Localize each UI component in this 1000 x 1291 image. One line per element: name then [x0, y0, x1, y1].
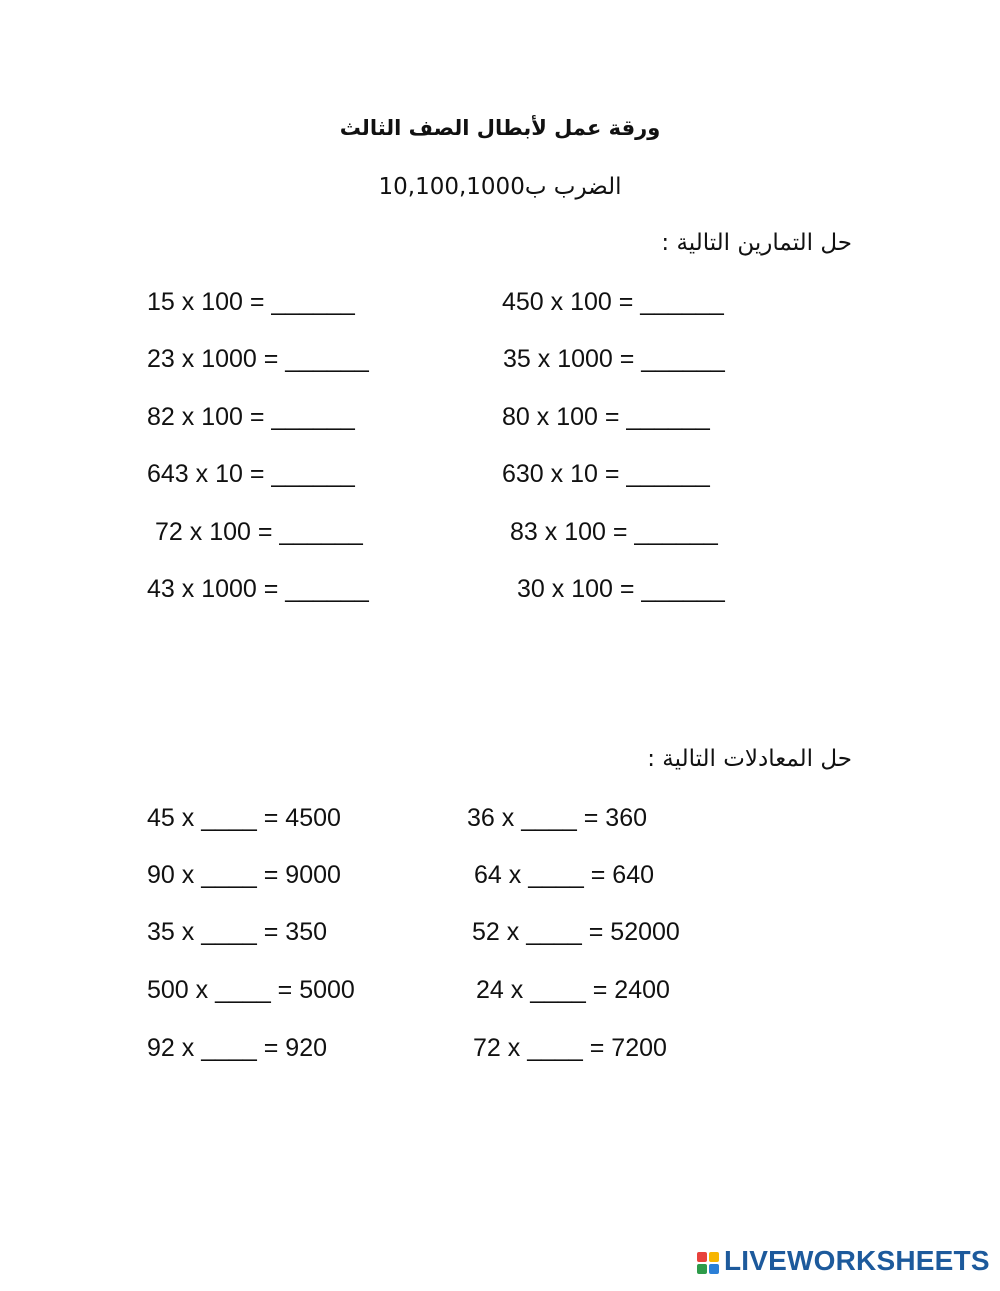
exercise-6-right[interactable]: 30 x 100 = ______	[517, 575, 725, 603]
section2-heading: حل المعادلات التالية :	[647, 746, 852, 772]
logo-square-red	[697, 1252, 707, 1262]
exercise-3-left[interactable]: 82 x 100 = ______	[147, 403, 355, 431]
section1-heading: حل التمارين التالية :	[661, 230, 852, 256]
worksheet-title: ورقة عمل لأبطال الصف الثالث	[339, 116, 661, 140]
equation-4-left[interactable]: 500 x ____ = 5000	[147, 976, 355, 1004]
equation-1-right[interactable]: 36 x ____ = 360	[467, 804, 648, 832]
worksheet-subtitle	[0, 174, 1000, 200]
logo-square-green	[697, 1264, 707, 1274]
brand-text: LIVEWORKSHEETS	[724, 1245, 990, 1276]
logo-square-yellow	[709, 1252, 719, 1262]
equation-1-left[interactable]: 45 x ____ = 4500	[147, 804, 341, 832]
exercise-5-right[interactable]: 83 x 100 = ______	[510, 518, 718, 546]
exercise-4-right[interactable]: 630 x 10 = ______	[502, 460, 710, 488]
equation-5-left[interactable]: 92 x ____ = 920	[147, 1034, 328, 1062]
exercise-6-left[interactable]: 43 x 1000 = ______	[147, 575, 369, 603]
exercise-5-left[interactable]: 72 x 100 = ______	[155, 518, 363, 546]
exercise-4-left[interactable]: 643 x 10 = ______	[147, 460, 355, 488]
exercise-3-right[interactable]: 80 x 100 = ______	[502, 403, 710, 431]
liveworksheets-logo-icon	[697, 1252, 719, 1274]
liveworksheets-brand[interactable]	[697, 1247, 990, 1275]
equation-4-right[interactable]: 24 x ____ = 2400	[476, 976, 670, 1004]
exercise-1-left[interactable]: 15 x 100 = ______	[147, 288, 355, 316]
equation-3-right[interactable]: 52 x ____ = 52000	[472, 918, 680, 946]
logo-square-blue	[709, 1264, 719, 1274]
exercise-2-left[interactable]: 23 x 1000 = ______	[147, 345, 369, 373]
exercise-1-right[interactable]: 450 x 100 = ______	[502, 288, 724, 316]
equation-2-right[interactable]: 64 x ____ = 640	[474, 861, 655, 889]
equation-5-right[interactable]: 72 x ____ = 7200	[473, 1034, 667, 1062]
equation-2-left[interactable]: 90 x ____ = 9000	[147, 861, 341, 889]
equation-3-left[interactable]: 35 x ____ = 350	[147, 918, 328, 946]
subtitle-text: الضرب ب10,100,1000	[378, 174, 622, 200]
exercise-2-right[interactable]: 35 x 1000 = ______	[503, 345, 725, 373]
